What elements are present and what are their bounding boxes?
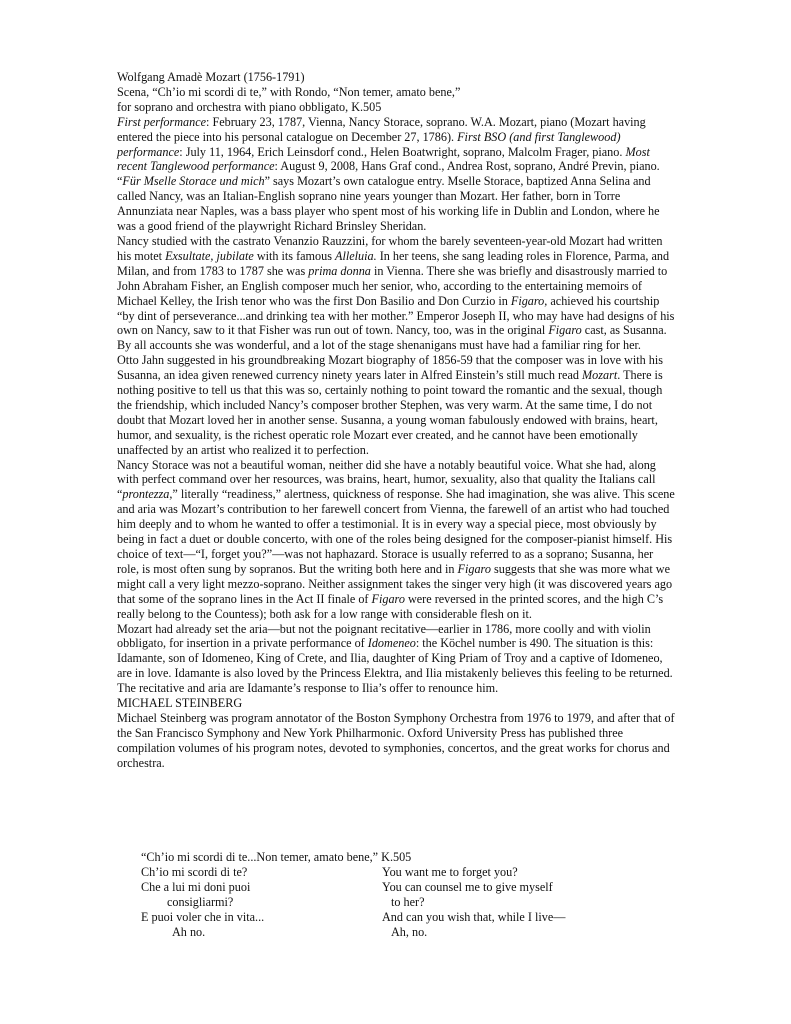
italic-line: Ch’io mi scordi di te? bbox=[141, 864, 248, 879]
paragraph-text: ” literally “readiness,” alertness, quickness of response. She had imagination, she was alive. This scene and aria was Mozart’s contribution to her farewell concert from Vienna, the farewell of an artist who had touched him deeply and to whom he wanted to offer a testimonial. It is in every way a special piece, most obviously by being in fact a duet or double concerto, with one of the roles being designed for the composer-pianist himself. His choice of text—“I, forget you?”—was not haphazard. Storace is usually referred to as a soprano; Susanna, her role, is most often sung by sopranos. But the writing both here and in bbox=[117, 487, 675, 576]
paragraph-text: Mozart had already set the aria—but not the poignant recitative—earlier in 1786, more coolly and with violin obbligato, for insertion in a private performance of bbox=[117, 621, 651, 651]
paragraph-text: ” says Mozart’s own catalogue entry. Mselle Storace, baptized Anna Selina and called Nancy, was an Italian-English soprano nine years younger than Mozart. Her father, born in Torre Annunziata near Naples, was a bass player who spent most of his working life in Dublin and London, where he was a good friend of the playwright Richard Brinsley Sheridan. bbox=[117, 174, 660, 234]
italic-line: Ah no. bbox=[172, 924, 206, 939]
lyrics-title: “Ch’io mi scordi di te...Non temer, amato bene,” K.505 bbox=[141, 850, 412, 864]
paragraph-text: : the Köchel number is 490. The situation is this: Idamante, son of Idomeneo, King of Crete, and Ilia, daughter of King Priam of Troy and a captive of Idomeneo, are in love. Idamante is also loved by the Princess Elektra, and Ilia mistakenly believes this feeling to be returned. The recitative and aria are Idamante’s response to Ilia’s offer to renounce him. bbox=[117, 636, 673, 696]
paragraph-text: . There is nothing positive to tell us that this was so, certainly nothing to point toward the romantic and the sexual, though the friendship, which included Nancy’s composer brother Stephen, was very warm. At the same time, I do not doubt that Mozart loved her in another sense. Susanna, a young woman fabulously endowed with brains, heart, humor, and sexuality, is the richest operatic role Mozart ever created, and he cannot have been emotionally unaffected by an artist who realized it to perfection. bbox=[117, 368, 663, 457]
paragraph-text: suggests that she was more what we might call a very light mezzo-soprano. Neither assignment takes the singer very high (it was discovered years ago that some of the soprano lines in the Act II finale of bbox=[117, 561, 673, 606]
work-title-line: Scena, “Ch’io mi scordi di te,” with Rondo, “Non temer, amato bene,” bbox=[117, 84, 461, 99]
open-quote: “ bbox=[117, 174, 123, 189]
italic-term: prontezza, bbox=[122, 487, 173, 502]
catalogue-quote: Für Mselle Storace und mich bbox=[122, 174, 265, 189]
composer-line: Wolfgang Amadè Mozart (1756-1791) bbox=[117, 70, 305, 84]
paragraph-text: were reversed in the printed scores, and the high C’s really belong to the Countess); both ask for a low range with considerable flesh on it. bbox=[117, 591, 664, 621]
paragraph-text: cast, as Susanna. By all accounts she was wonderful, and a lot of the stage shenanigans must have had a familiar ring for her. bbox=[117, 323, 667, 353]
bso-performance-label: First BSO (and first Tanglewood) performance bbox=[117, 129, 621, 159]
recent-performance-label: Most recent Tanglewood performance bbox=[117, 144, 650, 174]
italic-line: consigliarmi? bbox=[167, 894, 234, 909]
first-performance-text: : February 23, 1787, Vienna, Nancy Storace, soprano. W.A. Mozart, piano (Mozart having entered the piece into his personal catalogue on December 27, 1786). bbox=[117, 114, 646, 144]
italic-title: Figaro bbox=[457, 561, 491, 576]
paragraph-text: achieved his courtship “by dint of perseverance...and drinking tea with her mother.” Emperor Joseph II, who may have had designs of his own on Nancy, saw to it that Fisher was run out of town. Nancy, too, was in the original bbox=[117, 293, 675, 338]
paragraph-text: with its famous bbox=[253, 248, 336, 263]
italic-title: Exsultate, jubilate bbox=[165, 248, 254, 263]
paragraph-storace-voice bbox=[117, 458, 677, 622]
lyrics-section bbox=[141, 850, 661, 939]
paragraph-text: Nancy studied with the castrato Venanzio Rauzzini, for whom the barely seventeen-year-old Mozart had written his motet bbox=[117, 233, 663, 263]
italic-line: E puoi voler che in vita... bbox=[141, 909, 265, 924]
author-name: MICHAEL STEINBERG bbox=[117, 696, 243, 711]
paragraph-nancy-career bbox=[117, 234, 677, 353]
lyrics-translation-grid bbox=[141, 865, 661, 940]
performance-history bbox=[117, 115, 677, 175]
italic-title: Figaro bbox=[548, 323, 582, 338]
paragraph-text: Otto Jahn suggested in his groundbreaking Mozart biography of 1856-59 that the composer was in love with his Susanna, an idea given renewed currency ninety years later in Alfred Einstein’s still much read bbox=[117, 353, 663, 383]
bso-performance-text: : July 11, 1964, Erich Leinsdorf cond., Helen Boatwright, soprano, Malcolm Frager, piano. bbox=[179, 144, 626, 159]
english-line: You want me to forget you? bbox=[382, 864, 518, 879]
paragraph-text: In her teens, she sang leading roles in Florence, Parma, and Milan, and from 1783 to 1787 she was bbox=[117, 248, 670, 278]
paragraph-text: Nancy Storace was not a beautiful woman, neither did she have a notably beautiful voice. What she had, along with perfect command over her resources, was brains, heart, humor, sexuality, also that quality the Italians call “ bbox=[117, 457, 656, 502]
english-line: Ah, no. bbox=[391, 924, 428, 939]
recent-performance-text: : August 9, 2008, Hans Graf cond., Andrea Rost, soprano, André Previn, piano. bbox=[274, 159, 660, 174]
author-bio: Michael Steinberg was program annotator of the Boston Symphony Orchestra from 1976 to 1979, and after that of the San Francisco Symphony and New York Philharmonic. Oxford University Press has published three compilation volumes of his program notes, devoted to symphonies, concertos, and the great works for chorus and orchestra. bbox=[117, 710, 675, 770]
paragraph-jahn bbox=[117, 353, 677, 457]
italic-title: Figaro, bbox=[510, 293, 548, 308]
english-line: to her? bbox=[391, 894, 425, 909]
paragraph-catalogue-entry bbox=[117, 174, 677, 234]
italic-title: Mozart bbox=[582, 368, 618, 383]
english-line: And can you wish that, while I live— bbox=[382, 909, 566, 924]
first-performance-label: First performance bbox=[117, 114, 207, 129]
italic-title: Alleluia. bbox=[335, 248, 377, 263]
paragraph-text: in Vienna. There she was briefly and disastrously married to John Abraham Fisher, an English composer much her senior, who, according to the entertaining memoirs of Michael Kelley, the Irish tenor who was the first Don Basilio and Don Curzio in bbox=[117, 263, 668, 308]
scoring-line: for soprano and orchestra with piano obbligato, K.505 bbox=[117, 99, 382, 114]
english-line: You can counsel me to give myself bbox=[382, 879, 553, 894]
italic-line: Che a lui mi doni puoi bbox=[141, 879, 251, 894]
italic-title: Figaro bbox=[371, 591, 405, 606]
italic-term: prima donna bbox=[308, 263, 371, 278]
italic-title: Idomeneo bbox=[367, 636, 416, 651]
program-note-body bbox=[117, 70, 677, 771]
paragraph-idomeneo bbox=[117, 622, 677, 697]
